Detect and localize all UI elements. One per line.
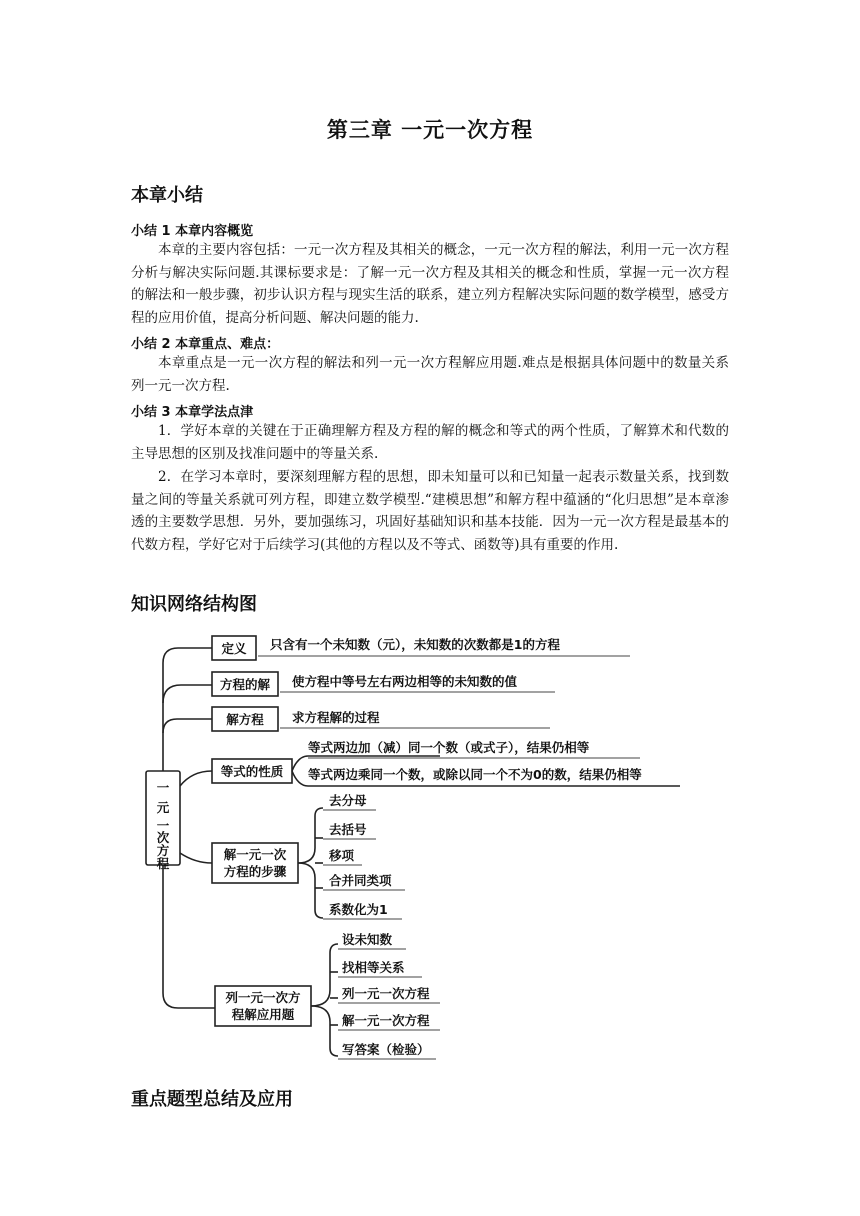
steps-box-label-2: 方程的步骤 — [223, 864, 287, 879]
section-network-heading: 知识网络结构图 — [131, 594, 257, 615]
branch-application-line — [163, 865, 215, 1008]
summary-3-heading: 小结 3 本章学法点津 — [131, 405, 254, 420]
root-label — [157, 780, 170, 871]
definition-text: 只含有一个未知数（元），未知数的次数都是1的方程 — [270, 637, 560, 652]
steps-box-label-1: 解一元一次 — [223, 847, 287, 862]
application-box-label-1: 列一元一次方 — [225, 990, 301, 1005]
properties-box-label: 等式的性质 — [220, 764, 284, 779]
knowledge-mind-map — [140, 628, 700, 1068]
svg-text:次: 次 — [156, 830, 170, 845]
branch-solve-line — [163, 719, 212, 733]
branch-steps-line — [180, 853, 212, 863]
application-item: 找相等关系 — [342, 960, 405, 975]
step-item: 去括号 — [329, 822, 367, 837]
step-item: 系数化为1 — [329, 902, 388, 917]
application-item: 列一元一次方程 — [342, 986, 430, 1001]
steps-upper-brace — [298, 808, 323, 863]
svg-text:程: 程 — [156, 856, 170, 871]
definition-box-label: 定义 — [221, 641, 247, 656]
branch-properties-line — [180, 771, 212, 786]
application-lower-brace — [311, 1006, 338, 1056]
summary-3-para-2: 2．在学习本章时，要深刻理解方程的思想，即未知量可以和已知量一起表示数量关系，找到数量之间的等量关系就可列方程，即建立数学模型.“建模思想”和解方程中蕴涵的“化归思想”是本章渗透的主要数学思想．另外，要加强练习，巩固好基础知识和基本技能．因为一元一次方程是最基本的代数方程，学好它对于后续学习(其他的方程以及不等式、函数等)具有重要的作用. — [131, 469, 729, 553]
summary-3-para-1: 1．学好本章的关键在于正确理解方程及方程的解的概念和等式的两个性质，了解算术和代数的主导思想的区别及找准问题中的等量关系. — [131, 423, 729, 462]
svg-text:方: 方 — [156, 843, 170, 858]
branch-definition-line — [163, 648, 212, 771]
svg-text:一: 一 — [156, 780, 170, 795]
step-item: 去分母 — [329, 793, 367, 808]
application-box-label-2: 程解应用题 — [231, 1007, 295, 1022]
solve-text: 求方程解的过程 — [292, 710, 380, 725]
property-2-text: 等式两边乘同一个数，或除以同一个不为0的数，结果仍相等 — [308, 767, 642, 782]
application-item: 设未知数 — [342, 932, 393, 947]
section-key-heading: 重点题型总结及应用 — [131, 1089, 293, 1110]
steps-list — [323, 793, 405, 919]
summary-1-heading: 小结 1 本章内容概览 — [131, 224, 254, 239]
application-upper-brace — [311, 944, 338, 1006]
section-summary-heading: 本章小结 — [131, 185, 203, 206]
steps-lower-brace — [298, 863, 323, 918]
page-title: 第三章 一元一次方程 — [326, 118, 534, 142]
application-item: 写答案（检验） — [342, 1042, 430, 1057]
svg-text:元: 元 — [156, 800, 170, 815]
summary-1-text: 本章的主要内容包括：一元一次方程及其相关的概念，一元一次方程的解法，利用一元一次方程分析与解决实际问题.其课标要求是：了解一元一次方程及其相关的概念和性质，掌握一元一次方程的解法和一般步骤，初步认识方程与现实生活的联系，建立列方程解决实际问题的数学模型，感受方程的应用价值，提高分析问题、解决问题的能力. — [131, 242, 729, 326]
solution-box-label: 方程的解 — [219, 677, 271, 692]
application-item: 解一元一次方程 — [342, 1013, 430, 1028]
solve-box-label: 解方程 — [226, 712, 264, 727]
property-1-text: 等式两边加（减）同一个数（或式子），结果仍相等 — [308, 740, 590, 755]
step-item: 移项 — [329, 848, 355, 863]
solution-text: 使方程中等号左右两边相等的未知数的值 — [292, 674, 518, 689]
svg-text:一: 一 — [156, 818, 170, 833]
summary-2-heading: 小结 2 本章重点、难点： — [131, 337, 280, 352]
summary-2-text: 本章重点是一元一次方程的解法和列一元一次方程解应用题.难点是根据具体问题中的数量关系列一元一次方程. — [131, 355, 729, 394]
application-list — [338, 932, 440, 1059]
step-item: 合并同类项 — [329, 873, 392, 888]
branch-solution-line — [163, 685, 212, 703]
